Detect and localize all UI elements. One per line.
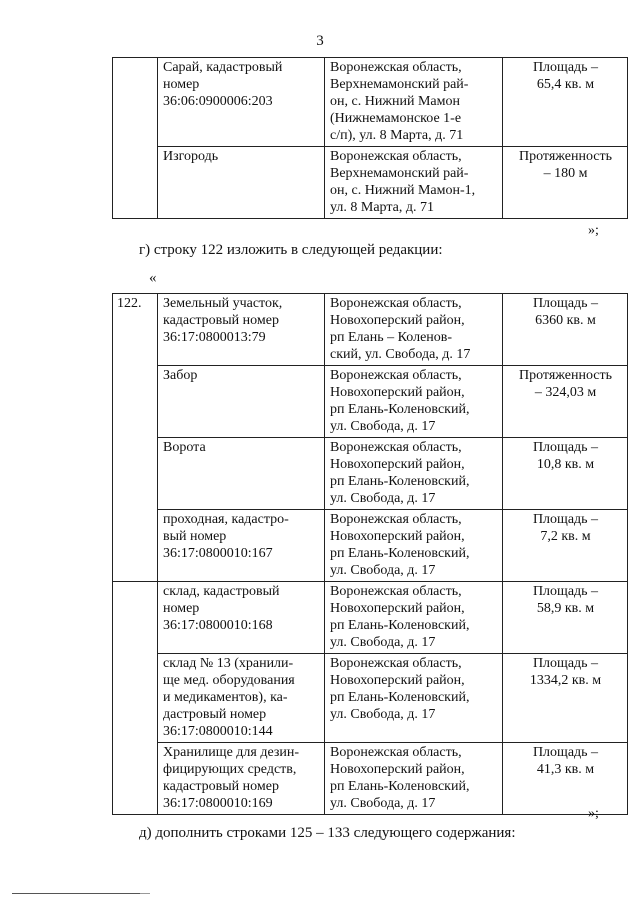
table-row (113, 58, 628, 147)
measure-line: 10,8 кв. м (536, 457, 595, 472)
address-line: Воронежская область, (330, 60, 462, 75)
address-line: Новохоперский район, (330, 313, 465, 328)
measure-cell (503, 743, 628, 815)
property-table-continued (112, 57, 628, 219)
address-line: ул. Свобода, д. 17 (330, 635, 436, 650)
address-line: рп Елань-Коленовский, (330, 618, 470, 633)
measure-line: Площадь – (532, 60, 599, 75)
measure-line: 7,2 кв. м (540, 529, 591, 544)
table-row (113, 438, 628, 510)
measure-line: Площадь – (532, 584, 599, 599)
address-cell (325, 366, 503, 438)
measure-line: Площадь – (532, 745, 599, 760)
address-line: он, с. Нижний Мамон (330, 94, 460, 109)
object-name-line: номер (163, 601, 200, 616)
measure-cell (503, 147, 628, 219)
object-name-cell (158, 58, 325, 147)
closing-quote-1: »; (588, 223, 599, 238)
measure-line: Площадь – (532, 512, 599, 527)
measure-cell (503, 366, 628, 438)
object-name-line: Сарай, кадастровый (163, 60, 283, 75)
object-name-line: Ворота (163, 440, 206, 455)
address-line: ул. Свобода, д. 17 (330, 796, 436, 811)
measure-cell (503, 654, 628, 743)
address-cell (325, 654, 503, 743)
measure-line: – 180 м (543, 166, 588, 181)
table-row (113, 366, 628, 438)
object-name-line: 36:17:0800010:144 (163, 724, 273, 739)
measure-cell (503, 510, 628, 582)
object-name-line: номер (163, 77, 200, 92)
object-name-line: Земельный участок, (163, 296, 283, 311)
object-name-line: 36:17:0800010:168 (163, 618, 273, 633)
object-name-cell (158, 654, 325, 743)
measure-line: 58,9 кв. м (536, 601, 595, 616)
object-name-line: вый номер (163, 529, 227, 544)
measure-line: Протяженность (518, 368, 613, 383)
measure-cell (503, 58, 628, 147)
measure-line: 1334,2 кв. м (529, 673, 602, 688)
address-line: рп Елань-Коленовский, (330, 402, 470, 417)
address-line: Воронежская область, (330, 368, 462, 383)
address-cell (325, 58, 503, 147)
address-cell (325, 294, 503, 366)
measure-line: Протяженность (518, 149, 613, 164)
closing-quote-2: »; (588, 806, 599, 821)
property-table-row-122 (112, 293, 628, 815)
address-line: Новохоперский район, (330, 529, 465, 544)
table-row (113, 654, 628, 743)
object-name-cell (158, 438, 325, 510)
object-name-line: Забор (163, 368, 198, 383)
measure-cell (503, 582, 628, 654)
row-number-cell (113, 582, 158, 815)
row-number-cell (113, 294, 158, 582)
measure-line: 41,3 кв. м (536, 762, 595, 777)
object-name-line: кадастровый номер (163, 313, 279, 328)
object-name-line: склад № 13 (хранили- (163, 656, 294, 671)
object-name-line: Хранилище для дезин- (163, 745, 300, 760)
address-line: Воронежская область, (330, 512, 462, 527)
object-name-cell (158, 582, 325, 654)
object-name-line: 36:17:0800010:167 (163, 546, 273, 561)
object-name-line: проходная, кадастро- (163, 512, 289, 527)
address-line: Воронежская область, (330, 440, 462, 455)
address-line: Воронежская область, (330, 296, 462, 311)
object-name-line: склад, кадастровый (163, 584, 280, 599)
address-line: Новохоперский район, (330, 601, 465, 616)
object-name-cell (158, 294, 325, 366)
row-number: 122. (117, 296, 142, 311)
address-line: ул. Свобода, д. 17 (330, 563, 436, 578)
address-cell (325, 438, 503, 510)
table-row (113, 510, 628, 582)
measure-cell (503, 294, 628, 366)
object-name-line: 36:06:0900006:203 (163, 94, 273, 109)
object-name-line: ще мед. оборудования (163, 673, 295, 688)
measure-cell (503, 438, 628, 510)
address-cell (325, 582, 503, 654)
address-line: Новохоперский район, (330, 762, 465, 777)
object-name-line: Изгородь (163, 149, 219, 164)
object-name-line: дастровый номер (163, 707, 267, 722)
measure-line: 6360 кв. м (535, 313, 596, 328)
measure-line: Площадь – (532, 656, 599, 671)
page-number: 3 (316, 33, 324, 49)
table-row (113, 294, 628, 366)
object-name-cell (158, 147, 325, 219)
footer-rule-tail (140, 893, 150, 894)
footer-rule (12, 893, 140, 894)
address-line: рп Елань-Коленовский, (330, 474, 470, 489)
object-name-line: и медикаментов), ка- (163, 690, 288, 705)
address-line: рп Елань-Коленовский, (330, 779, 470, 794)
address-line: Воронежская область, (330, 656, 462, 671)
address-line: рп Елань-Коленовский, (330, 546, 470, 561)
object-name-line: 36:17:0800010:169 (163, 796, 273, 811)
table-row (113, 147, 628, 219)
address-cell (325, 147, 503, 219)
address-line: Верхнемамонский рай- (330, 166, 469, 181)
object-name-line: фицирующих средств, (163, 762, 297, 777)
row-number-cell (113, 58, 158, 219)
paragraph-d: д) дополнить строками 125 – 133 следующего содержания: (139, 825, 516, 841)
address-line: (Нижнемамонское 1-е (330, 111, 462, 126)
measure-line: Площадь – (532, 440, 599, 455)
address-cell (325, 743, 503, 815)
address-line: Новохоперский район, (330, 457, 465, 472)
address-cell (325, 510, 503, 582)
measure-line: 65,4 кв. м (536, 77, 595, 92)
measure-line: Площадь – (532, 296, 599, 311)
address-line: ул. Свобода, д. 17 (330, 491, 436, 506)
table-row (113, 582, 628, 654)
address-line: Верхнемамонский рай- (330, 77, 469, 92)
address-line: ский, ул. Свобода, д. 17 (330, 347, 471, 362)
opening-quote: « (149, 270, 157, 286)
address-line: рп Елань – Коленов- (330, 330, 453, 345)
address-line: рп Елань-Коленовский, (330, 690, 470, 705)
paragraph-g: г) строку 122 изложить в следующей редакции: (139, 242, 443, 258)
object-name-cell (158, 510, 325, 582)
object-name-line: 36:17:0800013:79 (163, 330, 266, 345)
address-line: ул. 8 Марта, д. 71 (330, 200, 434, 215)
address-line: Новохоперский район, (330, 673, 465, 688)
object-name-cell (158, 743, 325, 815)
object-name-line: кадастровый номер (163, 779, 279, 794)
measure-line: – 324,03 м (534, 385, 597, 400)
address-line: с/п), ул. 8 Марта, д. 71 (330, 128, 464, 143)
table-row (113, 743, 628, 815)
address-line: он, с. Нижний Мамон-1, (330, 183, 476, 198)
address-line: Воронежская область, (330, 745, 462, 760)
address-line: Воронежская область, (330, 149, 462, 164)
address-line: ул. Свобода, д. 17 (330, 419, 436, 434)
address-line: Новохоперский район, (330, 385, 465, 400)
address-line: Воронежская область, (330, 584, 462, 599)
address-line: ул. Свобода, д. 17 (330, 707, 436, 722)
object-name-cell (158, 366, 325, 438)
